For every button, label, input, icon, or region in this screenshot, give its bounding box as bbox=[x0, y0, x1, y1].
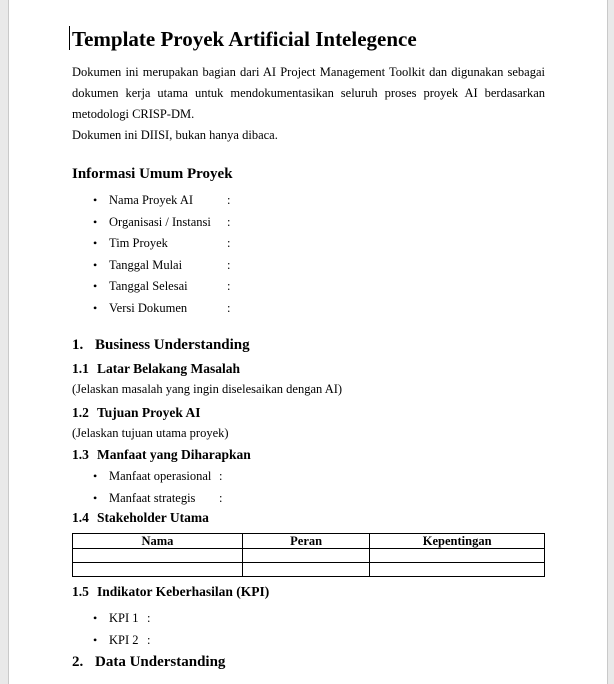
table-header-row bbox=[73, 534, 545, 549]
list-item-label: KPI 2 bbox=[109, 632, 139, 647]
list-item bbox=[72, 190, 545, 212]
bullet-icon: • bbox=[93, 257, 98, 272]
table-header-kepentingan: Kepentingan bbox=[370, 534, 545, 549]
placeholder-text: (Jelaskan masalah yang ingin diselesaikan dengan AI) bbox=[72, 382, 343, 396]
list-item-separator: : bbox=[147, 611, 151, 625]
list-item-separator: : bbox=[227, 214, 231, 229]
list-item-separator: : bbox=[219, 469, 223, 483]
bullet-icon: • bbox=[93, 236, 98, 250]
general-info-list bbox=[72, 190, 545, 319]
list-item bbox=[72, 276, 545, 298]
heading-data-understanding bbox=[72, 652, 545, 673]
list-item bbox=[72, 298, 545, 320]
intro-note: Dokumen ini DIISI, bukan hanya dibaca. bbox=[72, 128, 278, 142]
table-cell[interactable] bbox=[242, 563, 369, 577]
bullet-icon: • bbox=[93, 300, 98, 315]
table-header-peran: Peran bbox=[242, 534, 369, 549]
list-item-separator: : bbox=[227, 279, 231, 293]
table-cell[interactable] bbox=[242, 549, 369, 563]
table-cell[interactable] bbox=[370, 563, 545, 577]
list-item bbox=[72, 488, 545, 510]
list-item-label: Tim Proyek bbox=[109, 236, 168, 250]
kpi-list bbox=[72, 608, 545, 651]
bullet-icon: • bbox=[93, 469, 98, 483]
bullet-icon: • bbox=[93, 193, 98, 207]
document-title bbox=[72, 24, 545, 54]
list-item-separator: : bbox=[227, 257, 231, 272]
subheading-text: Tujuan Proyek AI bbox=[97, 405, 201, 420]
list-item-label: Tanggal Selesai bbox=[109, 279, 188, 293]
bullet-icon: • bbox=[93, 279, 98, 293]
subheading-number: 1.5 bbox=[72, 584, 89, 599]
heading-text: Data Understanding bbox=[95, 654, 226, 670]
bullet-icon: • bbox=[93, 214, 98, 229]
subheading-text: Manfaat yang Diharapkan bbox=[97, 447, 251, 462]
list-item bbox=[72, 233, 545, 255]
text-cursor bbox=[69, 26, 70, 50]
list-item bbox=[72, 608, 545, 630]
subheading-text: Latar Belakang Masalah bbox=[97, 361, 241, 376]
intro-paragraph: Dokumen ini merupakan bagian dari AI Project Management Toolkit dan digunakan sebagai dokumen kerja utama untuk mendokumentasikan seluruh proses proyek AI berdasarkan metodologi CRISP-DM. bbox=[72, 65, 545, 121]
list-item bbox=[72, 466, 545, 488]
list-item-label: Manfaat strategis bbox=[109, 490, 196, 505]
list-item-label: Nama Proyek AI bbox=[109, 193, 194, 207]
list-item-separator: : bbox=[227, 300, 231, 315]
subheading-text: Stakeholder Utama bbox=[97, 510, 209, 525]
document-page[interactable] bbox=[8, 0, 608, 684]
heading-text: Business Understanding bbox=[95, 337, 250, 353]
manfaat-list bbox=[72, 466, 545, 509]
subheading-tujuan-proyek-ai bbox=[72, 402, 545, 423]
table-row[interactable] bbox=[73, 549, 545, 563]
list-item-label: Organisasi / Instansi bbox=[109, 214, 211, 229]
subheading-number: 1.4 bbox=[72, 510, 89, 525]
heading-number: 2. bbox=[72, 654, 84, 670]
table-header-nama: Nama bbox=[73, 534, 243, 549]
bullet-icon: • bbox=[93, 490, 98, 505]
subheading-number: 1.2 bbox=[72, 405, 89, 420]
subheading-stakeholder-utama bbox=[72, 507, 545, 528]
list-item-label: Manfaat operasional bbox=[109, 469, 212, 483]
list-item-separator: : bbox=[219, 490, 223, 505]
list-item-label: KPI 1 bbox=[109, 611, 139, 625]
heading-business-understanding bbox=[72, 335, 545, 356]
subheading-latar-belakang-masalah bbox=[72, 358, 545, 379]
subheading-manfaat-yang-diharapkan bbox=[72, 444, 545, 465]
heading-number: 1. bbox=[72, 337, 84, 353]
list-item bbox=[72, 255, 545, 277]
heading-informasi-umum-proyek: Informasi Umum Proyek bbox=[72, 166, 233, 182]
placeholder-text: (Jelaskan tujuan utama proyek) bbox=[72, 426, 229, 440]
list-item-label: Versi Dokumen bbox=[109, 300, 188, 315]
document-title-text: Template Proyek Artificial Intelegence bbox=[72, 27, 417, 51]
list-item-separator: : bbox=[227, 236, 231, 250]
table-row[interactable] bbox=[73, 563, 545, 577]
list-item bbox=[72, 630, 545, 652]
table-cell[interactable] bbox=[73, 563, 243, 577]
list-item-separator: : bbox=[147, 632, 151, 647]
table-cell[interactable] bbox=[73, 549, 243, 563]
stakeholder-table bbox=[72, 533, 545, 577]
table-cell[interactable] bbox=[370, 549, 545, 563]
list-item bbox=[72, 212, 545, 234]
subheading-indikator-keberhasilan-kpi bbox=[72, 581, 545, 602]
subheading-number: 1.1 bbox=[72, 361, 89, 376]
list-item-separator: : bbox=[227, 193, 231, 207]
subheading-text: Indikator Keberhasilan (KPI) bbox=[97, 584, 270, 599]
list-item-label: Tanggal Mulai bbox=[109, 257, 183, 272]
bullet-icon: • bbox=[93, 632, 98, 647]
document-content bbox=[9, 0, 607, 673]
subheading-number: 1.3 bbox=[72, 447, 89, 462]
bullet-icon: • bbox=[93, 611, 98, 625]
